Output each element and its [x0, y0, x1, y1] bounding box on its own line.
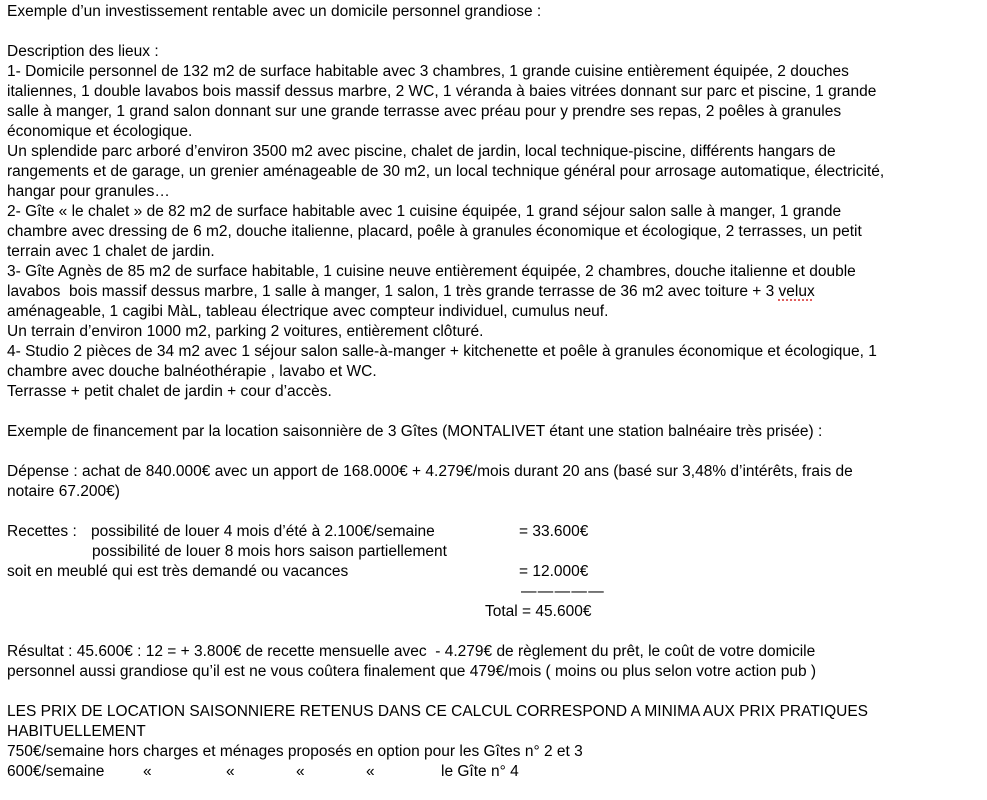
text-line: [0, 122, 987, 142]
text-run: lavabos bois massif dessus marbre, 1 salle à manger, 1 salon, 1 très grande terrasse de 36 m2 avec toiture + 3: [7, 283, 779, 300]
ditto-mark: «: [143, 763, 152, 780]
text-run: Un splendide parc arboré d’environ 3500 m2 avec piscine, chalet de jardin, local technique-piscine, différents hangars de: [7, 143, 836, 160]
text-line: [0, 42, 987, 62]
text-run: 3- Gîte Agnès de 85 m2 de surface habitable, 1 cuisine neuve entièrement équipée, 2 chambres, douche italienne et double: [7, 263, 856, 280]
text-line: [0, 442, 987, 462]
text-line: [0, 362, 987, 382]
text-run: terrain avec 1 chalet de jardin.: [7, 243, 215, 260]
text-run: 750€/semaine hors charges et ménages proposés en option pour les Gîtes n° 2 et 3: [7, 743, 583, 760]
text-run: salle à manger, 1 grand salon donnant sur une grande terrasse avec préau pour y prendre ses repas, 2 poêles à granules: [7, 103, 842, 120]
text-line: [0, 402, 987, 422]
text-line: [0, 662, 987, 682]
text-line: [0, 82, 987, 102]
text-line: [0, 322, 987, 342]
text-run: Terrasse + petit chalet de jardin + cour d’accès.: [7, 383, 332, 400]
document-lines: [0, 2, 987, 782]
text-line: [0, 722, 987, 742]
text-line: [0, 602, 987, 622]
text-line: [0, 262, 987, 282]
text-run: Dépense : achat de 840.000€ avec un apport de 168.000€ + 4.279€/mois durant 20 ans (basé sur 3,48% d’intérêts, frais de: [7, 463, 853, 480]
misspelled-word: velux: [778, 283, 815, 300]
text-line: [0, 502, 987, 522]
text-line: [0, 622, 987, 642]
text-line: [0, 542, 987, 562]
text-line: [0, 462, 987, 482]
text-line: [0, 2, 987, 22]
text-line: [0, 162, 987, 182]
amount-offseason: = 12.000€: [519, 563, 589, 580]
ditto-mark: «: [226, 763, 235, 780]
text-run: soit en meublé qui est très demandé ou vacances: [7, 563, 349, 580]
text-line: [0, 562, 987, 582]
text-line: [0, 222, 987, 242]
amount-summer: = 33.600€: [519, 523, 589, 540]
text-line: [0, 682, 987, 702]
text-line: [0, 522, 987, 542]
text-run: Exemple d’un investissement rentable avec un domicile personnel grandiose :: [7, 3, 542, 20]
text-line: [0, 702, 987, 722]
text-line: [0, 282, 987, 302]
text-run: LES PRIX DE LOCATION SAISONNIERE RETENUS DANS CE CALCUL CORRESPOND A MINIMA AUX PRIX PRATIQUES: [7, 703, 869, 720]
text-line: [0, 642, 987, 662]
text-run: le Gîte n° 4: [441, 763, 519, 780]
text-run: Recettes :: [7, 523, 77, 540]
text-run: Description des lieux :: [7, 43, 159, 60]
text-run: 4- Studio 2 pièces de 34 m2 avec 1 séjour salon salle-à-manger + kitchenette et poêle à granules économique et écologique, 1: [7, 343, 877, 360]
text-run: 2- Gîte « le chalet » de 82 m2 de surface habitable avec 1 cuisine équipée, 1 grand séjour salon salle à manger, 1 grande: [7, 203, 842, 220]
text-run: HABITUELLEMENT: [7, 723, 146, 740]
text-run: aménageable, 1 cagibi MàL, tableau électrique avec compteur individuel, cumulus neuf.: [7, 303, 609, 320]
text-run: personnel aussi grandiose qu’il est ne vous coûtera finalement que 479€/mois ( moins ou plus selon votre action pub ): [7, 663, 817, 680]
text-run: chambre avec dressing de 6 m2, douche italienne, placard, poêle à granules économique et écologique, 2 terrasses, un petit: [7, 223, 862, 240]
text-line: [0, 482, 987, 502]
text-line: [0, 582, 987, 602]
text-run: Exemple de financement par la location saisonnière de 3 Gîtes (MONTALIVET étant une station balnéaire très prisée) :: [7, 423, 823, 440]
text-line: [0, 62, 987, 82]
ditto-mark: «: [366, 763, 375, 780]
text-line: [0, 22, 987, 42]
text-line: [0, 382, 987, 402]
text-run: possibilité de louer 8 mois hors saison partiellement: [92, 543, 447, 560]
text-run: rangements et de garage, un grenier aménageable de 30 m2, un local technique général pour arrosage automatique, électricité,: [7, 163, 885, 180]
text-line: [0, 182, 987, 202]
text-run: 1- Domicile personnel de 132 m2 de surface habitable avec 3 chambres, 1 grande cuisine entièrement équipée, 2 douches: [7, 63, 849, 80]
text-line: [0, 242, 987, 262]
text-line: [0, 422, 987, 442]
sum-rule: — — — — —: [521, 583, 603, 600]
text-run: possibilité de louer 4 mois d’été à 2.100€/semaine: [91, 523, 435, 540]
text-line: [0, 102, 987, 122]
text-line: [0, 742, 987, 762]
text-run: notaire 67.200€): [7, 483, 120, 500]
text-run: chambre avec douche balnéothérapie , lavabo et WC.: [7, 363, 377, 380]
text-line: [0, 302, 987, 322]
text-line: [0, 142, 987, 162]
text-line: [0, 202, 987, 222]
amount-total: Total = 45.600€: [485, 603, 592, 620]
text-line: [0, 342, 987, 362]
text-line: [0, 762, 987, 782]
document-page: [0, 2, 987, 782]
text-run: Résultat : 45.600€ : 12 = + 3.800€ de recette mensuelle avec - 4.279€ de règlement du prêt, le coût de votre domicile: [7, 643, 816, 660]
text-run: économique et écologique.: [7, 123, 193, 140]
text-run: 600€/semaine: [7, 763, 105, 780]
text-run: hangar pour granules…: [7, 183, 170, 200]
ditto-mark: «: [296, 763, 305, 780]
text-run: Un terrain d’environ 1000 m2, parking 2 voitures, entièrement clôturé.: [7, 323, 484, 340]
text-run: italiennes, 1 double lavabos bois massif dessus marbre, 2 WC, 1 véranda à baies vitrées donnant sur parc et piscine, 1 grande: [7, 83, 877, 100]
